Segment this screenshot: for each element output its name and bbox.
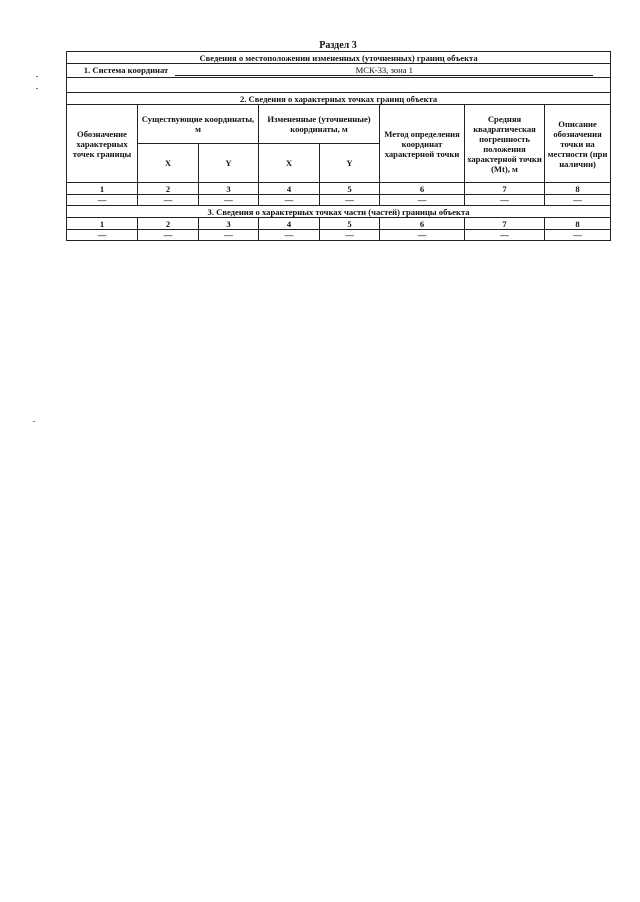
table-cell: — bbox=[320, 230, 380, 241]
column-number: 7 bbox=[465, 183, 545, 195]
section-title: Раздел 3 bbox=[319, 40, 357, 51]
header-changed-coords: Измененные (уточненные) координаты, м bbox=[259, 105, 380, 144]
column-number: 8 bbox=[545, 183, 611, 195]
header-existing-y: Y bbox=[199, 144, 259, 183]
table-cell: — bbox=[465, 230, 545, 241]
table-cell: — bbox=[138, 230, 199, 241]
scan-speck bbox=[33, 421, 35, 422]
empty-row bbox=[67, 78, 611, 93]
column-number: 3 bbox=[199, 183, 259, 195]
column-number: 1 bbox=[67, 183, 138, 195]
table-cell: — bbox=[199, 195, 259, 206]
column-number: 7 bbox=[465, 218, 545, 230]
coord-system-value: МСК-33, зона 1 bbox=[175, 65, 593, 76]
scan-speck bbox=[36, 76, 38, 77]
column-number: 1 bbox=[67, 218, 138, 230]
column-number: 4 bbox=[259, 183, 320, 195]
header-description: Описание обозначения точки на местности (при наличии) bbox=[545, 105, 611, 183]
column-number: 6 bbox=[380, 218, 465, 230]
column-number: 4 bbox=[259, 218, 320, 230]
part-section-title: 3. Сведения о характерных точках части (частей) границы объекта bbox=[67, 206, 611, 218]
header-existing-coords: Существующие координаты, м bbox=[138, 105, 259, 144]
table-cell: — bbox=[545, 195, 611, 206]
coord-system-row bbox=[67, 64, 611, 78]
table-cell: — bbox=[465, 195, 545, 206]
table-row bbox=[67, 230, 611, 241]
table-cell: — bbox=[320, 195, 380, 206]
column-number: 2 bbox=[138, 218, 199, 230]
boundary-table bbox=[66, 51, 611, 241]
header-existing-x: X bbox=[138, 144, 199, 183]
column-number: 5 bbox=[320, 183, 380, 195]
header-accuracy: Средняя квадратическая погрешность положения характерной точки (Mt), м bbox=[465, 105, 545, 183]
header-designation: Обозначение характерных точек границы bbox=[67, 105, 138, 183]
table-cell: — bbox=[138, 195, 199, 206]
column-number: 5 bbox=[320, 218, 380, 230]
table-cell: — bbox=[67, 230, 138, 241]
table-cell: — bbox=[380, 230, 465, 241]
column-number: 3 bbox=[199, 218, 259, 230]
scan-speck bbox=[36, 88, 38, 89]
points-section-title: 2. Сведения о характерных точках границ объекта bbox=[67, 93, 611, 105]
column-number-row bbox=[67, 183, 611, 195]
header-method: Метод определения координат характерной точки bbox=[380, 105, 465, 183]
table-cell: — bbox=[545, 230, 611, 241]
header-changed-x: X bbox=[259, 144, 320, 183]
table-cell: — bbox=[259, 230, 320, 241]
table-cell: — bbox=[380, 195, 465, 206]
table-cell: — bbox=[199, 230, 259, 241]
table-title: Сведения о местоположении измененных (уточненных) границ объекта bbox=[67, 52, 611, 64]
table-cell: — bbox=[259, 195, 320, 206]
column-number: 8 bbox=[545, 218, 611, 230]
column-number-row bbox=[67, 218, 611, 230]
table-row bbox=[67, 195, 611, 206]
table-cell: — bbox=[67, 195, 138, 206]
column-number: 2 bbox=[138, 183, 199, 195]
coord-system-label: 1. Система координат bbox=[83, 65, 169, 75]
column-number: 6 bbox=[380, 183, 465, 195]
header-changed-y: Y bbox=[320, 144, 380, 183]
